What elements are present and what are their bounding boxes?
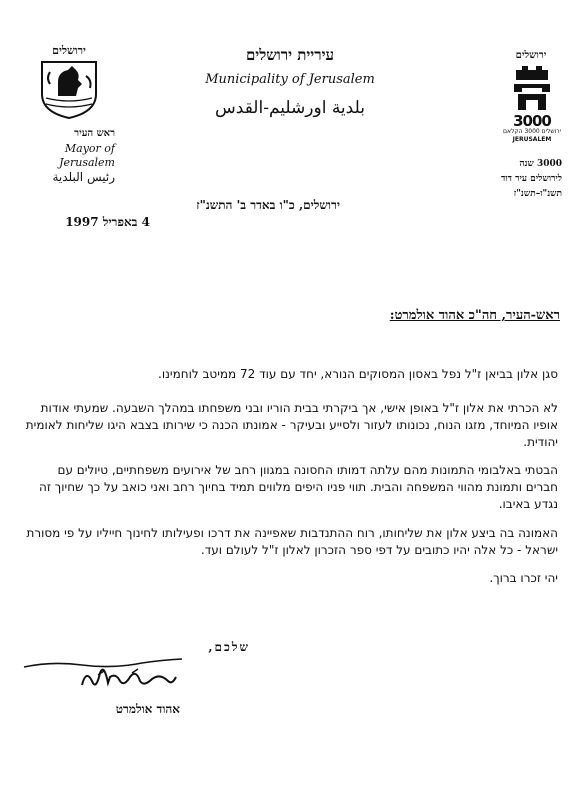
mayor-title-english-line2: Jerusalem xyxy=(59,156,115,169)
letter-subject: ראש-העיר, חה"כ אהוד אולמרט: xyxy=(389,308,560,323)
date-hebrew: ירושלים, כ"ו באדר ב' התשנ"ז xyxy=(196,198,340,212)
logo-caption-line3: תשנ"ו–תשנ"ז xyxy=(513,189,562,199)
jerusalem-3000-logo-icon xyxy=(512,64,552,112)
logo-number: 3000 xyxy=(513,112,551,130)
mayor-title-english-line1: Mayor of xyxy=(64,142,115,155)
date-gregorian: 4 באפריל 1997 xyxy=(65,215,150,229)
municipality-name-hebrew: עיריית ירושלים xyxy=(245,46,335,64)
signer-name: אהוד אולמרט xyxy=(115,702,180,716)
logo-caption-line2: לירושלים עיר דוד xyxy=(501,174,562,184)
mayor-title-arabic: رئيس البلدية xyxy=(52,170,115,184)
body-paragraph-4: האמונה בה ביצע אלון את שליחותו, רוח ההתנדבות שאפיינה את דרכו ופעילותו לחינוך חייליו על פי מסורת ישראל - כל אלה יהיו כתובים על דפי ספר הזכרון לאלון ז"ל לעולם ועד. xyxy=(26,526,558,557)
jerusalem-emblem-icon xyxy=(36,58,102,120)
mayor-title-hebrew: ראש העיר xyxy=(74,128,115,139)
body-paragraph-5: יהי זכרו ברוך. xyxy=(489,571,558,585)
body-paragraph-2: לא הכרתי את אלון ז"ל באופן אישי, אך ביקרתי בבית הוריו ובני משפחתו במהלך השבעה. שמעתי אודות אופיו המיוחד, מזגו הנוח, נכונותו לעזור ולסייע ובעיקר - אמונתו הכנה כי שירותו בצבא היגו שליחות לאומית יהודית. xyxy=(25,401,558,449)
logo-subtitle: ירושלים 3000 הקלאם xyxy=(502,128,562,135)
logo-caption: ירושלים xyxy=(515,50,547,61)
body-paragraph-1: סגן אלון בביאן ז"ל נפל באסון המסוקים הנורא, יחד עם עוד 72 ממיטב לוחמינו. xyxy=(158,367,558,381)
municipality-name-arabic: بلدية اورشليم-القدس xyxy=(215,98,365,118)
logo-english: JERUSALEM xyxy=(512,136,552,143)
municipality-name-english: Municipality of Jerusalem xyxy=(205,72,375,87)
handwritten-signature xyxy=(22,655,192,695)
logo-caption-line1: 3000 שנה xyxy=(519,159,562,169)
emblem-caption: ירושלים xyxy=(52,44,86,57)
closing-salutation: שלכם, xyxy=(208,640,250,654)
body-paragraph-3: הבטתי באלבומי התמונות מהם עלתה דמותו החסונה במגוון רחב של אירועים משפחתיים, טיולים עם חברים ותמונת מהווי המשפחה והבית. תווי פניו היפים מלווים תמיד בחיוך רחב ואני כואב על כך שחיוך זה נגדע באיבו. xyxy=(38,463,558,511)
